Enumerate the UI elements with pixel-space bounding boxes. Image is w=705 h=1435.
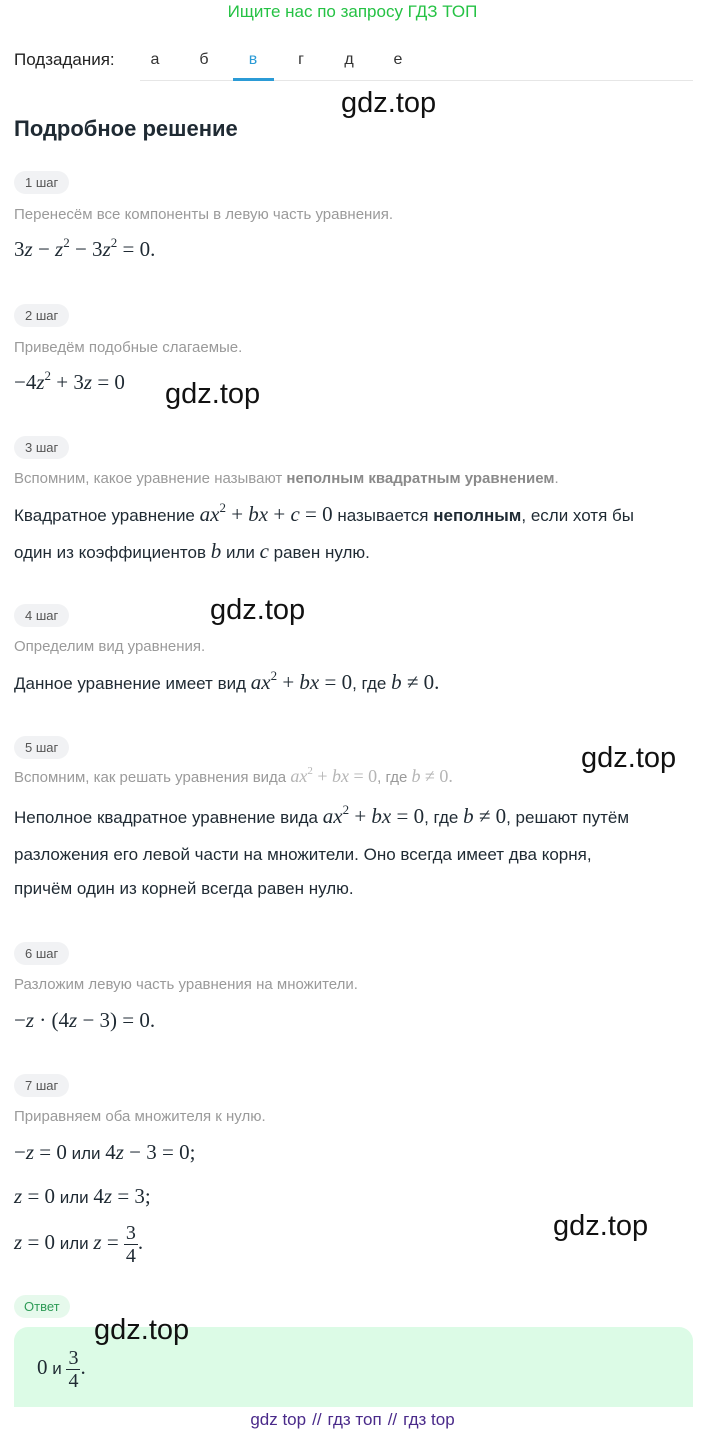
step-note: Приравняем оба множителя к нулю. bbox=[14, 1108, 266, 1125]
section-title: Подробное решение bbox=[14, 116, 238, 141]
equation: z = 0 или 4z = 3; bbox=[14, 1184, 151, 1208]
watermark: gdz.top bbox=[553, 1210, 649, 1242]
search-banner[interactable]: Ищите нас по запросу ГДЗ ТОП bbox=[227, 2, 478, 21]
fraction: $\frac{3}{4}$ bbox=[125, 1222, 136, 1267]
step-note: Разложим левую часть уравнения на множители. bbox=[14, 976, 358, 993]
answer-value: 0 и $\frac{3}{4}$ . bbox=[37, 1347, 86, 1392]
step-text: разложения его левой части на множители. Оно всегда имеет два корня, bbox=[14, 845, 592, 864]
footer-link[interactable]: гдз top bbox=[403, 1410, 455, 1429]
active-tab-indicator bbox=[233, 78, 274, 81]
step-badge: 2 шаг bbox=[14, 304, 69, 327]
step-text: один из коэффициентов b или c равен нулю. bbox=[14, 539, 370, 563]
equation: $3z - z^2 - 3z^2 = 0$. bbox=[14, 235, 156, 261]
step-text: Неполное квадратное уравнение вида $ax^2$ + bx = 0, где b ≠ 0, решают путём bbox=[14, 802, 630, 828]
step-note: Перенесём все компоненты в левую часть уравнения. bbox=[14, 206, 394, 223]
tab-e[interactable]: е bbox=[393, 51, 403, 68]
watermark: gdz.top bbox=[581, 742, 677, 774]
step-badge: 3 шаг bbox=[14, 436, 69, 459]
equation: $-4z^2 + 3z = 0$ bbox=[14, 368, 125, 394]
step-badge: 4 шаг bbox=[14, 604, 69, 627]
step-note: Вспомним, какое уравнение называют неполным квадратным уравнением. bbox=[14, 470, 559, 487]
tab-b[interactable]: б bbox=[199, 51, 209, 68]
step-note: Приведём подобные слагаемые. bbox=[14, 339, 243, 356]
subtasks-label: Подзадания: bbox=[14, 50, 115, 69]
step-text: причём один из корней всегда равен нулю. bbox=[14, 879, 354, 898]
footer-link[interactable]: gdz top bbox=[250, 1410, 307, 1429]
tabs-divider bbox=[140, 80, 693, 81]
step-text: Квадратное уравнение $ax^2$ + bx + c = 0 называется неполным, если хотя бы bbox=[14, 500, 634, 526]
fraction: $\frac{3}{4}$ bbox=[68, 1347, 79, 1392]
step-badge: 7 шаг bbox=[14, 1074, 69, 1097]
equation: −z = 0 или 4z − 3 = 0; bbox=[14, 1140, 196, 1164]
footer-link[interactable]: гдз топ bbox=[327, 1410, 382, 1429]
footer-separator: // bbox=[312, 1410, 322, 1429]
tab-a[interactable]: а bbox=[150, 51, 160, 68]
tab-d[interactable]: д bbox=[344, 51, 354, 68]
equation: z = 0 или z = $\frac{3}{4}$ . bbox=[14, 1222, 144, 1267]
step-note: Вспомним, как решать уравнения вида $ax^2$ + bx = 0, где b ≠ 0. bbox=[14, 765, 453, 786]
step-badge: 5 шаг bbox=[14, 736, 69, 759]
watermark: gdz.top bbox=[165, 378, 261, 410]
watermark: gdz.top bbox=[94, 1314, 190, 1346]
tab-g[interactable]: г bbox=[298, 51, 304, 68]
watermark: gdz.top bbox=[341, 87, 437, 119]
equation: −z · (4z − 3) = 0. bbox=[14, 1008, 156, 1032]
watermark: gdz.top bbox=[210, 594, 306, 626]
footer-links bbox=[0, 1410, 705, 1430]
step-badge: 1 шаг bbox=[14, 171, 69, 194]
footer-separator: // bbox=[387, 1410, 398, 1429]
step-badge: 6 шаг bbox=[14, 942, 69, 965]
answer-badge: Ответ bbox=[14, 1295, 70, 1318]
step-text: Данное уравнение имеет вид $ax^2$ + bx = 0, где b ≠ 0. bbox=[14, 668, 440, 694]
tab-v[interactable]: в bbox=[248, 51, 258, 68]
step-note: Определим вид уравнения. bbox=[14, 638, 206, 655]
